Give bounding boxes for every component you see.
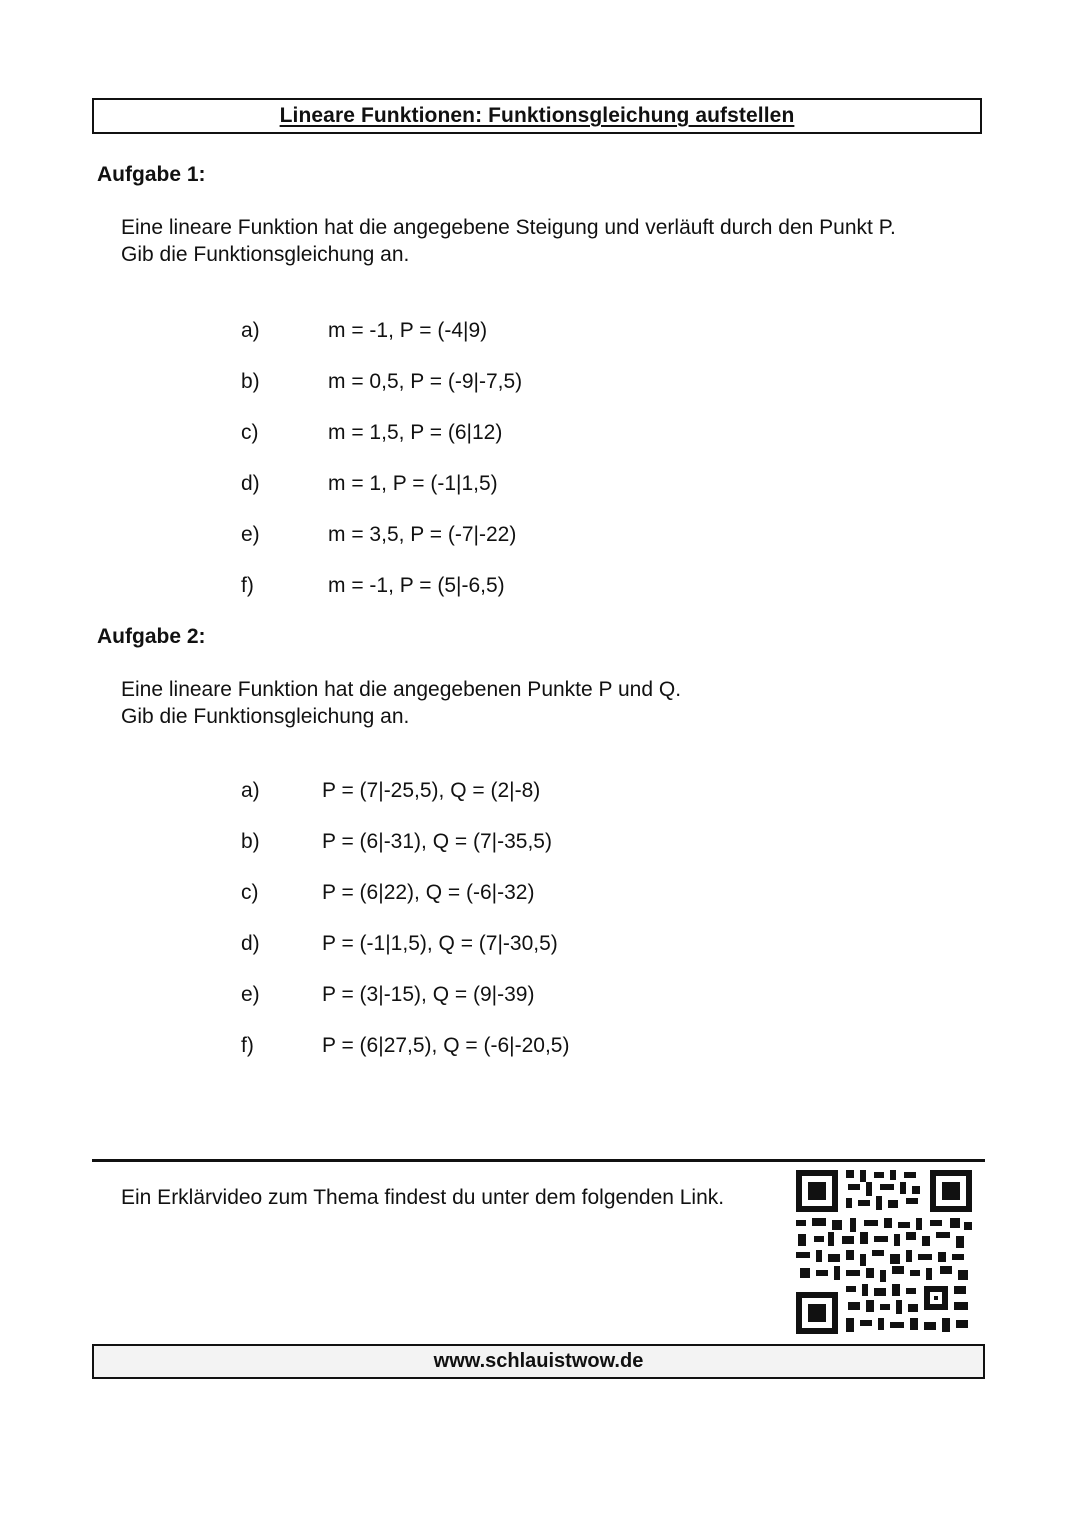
item-letter: e) bbox=[241, 523, 260, 546]
item-letter: b) bbox=[241, 370, 260, 393]
item-expression: m = 1, P = (-1|1,5) bbox=[328, 472, 498, 495]
item-expression: P = (6|22), Q = (-6|-32) bbox=[322, 881, 535, 904]
aufgabe-1-item-b bbox=[0, 370, 700, 400]
aufgabe-2-instruction-line-1: Eine lineare Funktion hat die angegebenen Punkte P und Q. bbox=[121, 678, 682, 701]
aufgabe-1-instruction-line-2: Gib die Funktionsgleichung an. bbox=[121, 243, 410, 266]
item-letter: c) bbox=[241, 881, 259, 904]
aufgabe-1-item-e bbox=[0, 523, 700, 553]
item-letter: a) bbox=[241, 779, 260, 802]
aufgabe-2-item-e bbox=[0, 983, 700, 1013]
video-link-text: Ein Erklärvideo zum Thema findest du unter dem folgenden Link. bbox=[121, 1186, 725, 1209]
item-letter: e) bbox=[241, 983, 260, 1006]
item-expression: m = 1,5, P = (6|12) bbox=[328, 421, 503, 444]
item-expression: m = 0,5, P = (-9|-7,5) bbox=[328, 370, 523, 393]
item-expression: m = -1, P = (5|-6,5) bbox=[328, 574, 505, 597]
item-letter: d) bbox=[241, 932, 260, 955]
item-letter: f) bbox=[241, 574, 254, 597]
page-title: Lineare Funktionen: Funktionsgleichung aufstellen bbox=[279, 104, 795, 127]
aufgabe-2-item-f bbox=[0, 1034, 700, 1064]
aufgabe-1-instruction bbox=[121, 214, 896, 268]
aufgabe-2-instruction-line-2: Gib die Funktionsgleichung an. bbox=[121, 705, 410, 728]
item-expression: P = (-1|1,5), Q = (7|-30,5) bbox=[322, 932, 558, 955]
aufgabe-1-item-a bbox=[0, 319, 700, 349]
footer-url[interactable]: www.schlauistwow.de bbox=[433, 1350, 644, 1372]
item-letter: f) bbox=[241, 1034, 254, 1057]
item-expression: m = 3,5, P = (-7|-22) bbox=[328, 523, 517, 546]
aufgabe-1-instruction-line-1: Eine lineare Funktion hat die angegebene Steigung und verläuft durch den Punkt P. bbox=[121, 216, 896, 239]
title-box bbox=[92, 98, 982, 134]
item-letter: b) bbox=[241, 830, 260, 853]
item-letter: d) bbox=[241, 472, 260, 495]
aufgabe-1-item-f bbox=[0, 574, 700, 604]
aufgabe-1-item-c bbox=[0, 421, 700, 451]
aufgabe-2-item-c bbox=[0, 881, 700, 911]
aufgabe-2-item-b bbox=[0, 830, 700, 860]
aufgabe-2-item-d bbox=[0, 932, 700, 962]
item-expression: m = -1, P = (-4|9) bbox=[328, 319, 488, 342]
aufgabe-2-item-a bbox=[0, 779, 700, 809]
item-expression: P = (6|-31), Q = (7|-35,5) bbox=[322, 830, 552, 853]
footer-box bbox=[92, 1344, 985, 1379]
item-expression: P = (6|27,5), Q = (-6|-20,5) bbox=[322, 1034, 570, 1057]
aufgabe-1-heading: Aufgabe 1: bbox=[97, 163, 206, 186]
aufgabe-2-instruction bbox=[121, 676, 681, 730]
qr-code-icon[interactable] bbox=[794, 1168, 974, 1336]
aufgabe-2-heading: Aufgabe 2: bbox=[97, 625, 206, 648]
item-letter: a) bbox=[241, 319, 260, 342]
section-divider bbox=[92, 1159, 985, 1162]
item-expression: P = (3|-15), Q = (9|-39) bbox=[322, 983, 535, 1006]
item-letter: c) bbox=[241, 421, 259, 444]
item-expression: P = (7|-25,5), Q = (2|-8) bbox=[322, 779, 541, 802]
aufgabe-1-item-d bbox=[0, 472, 700, 502]
